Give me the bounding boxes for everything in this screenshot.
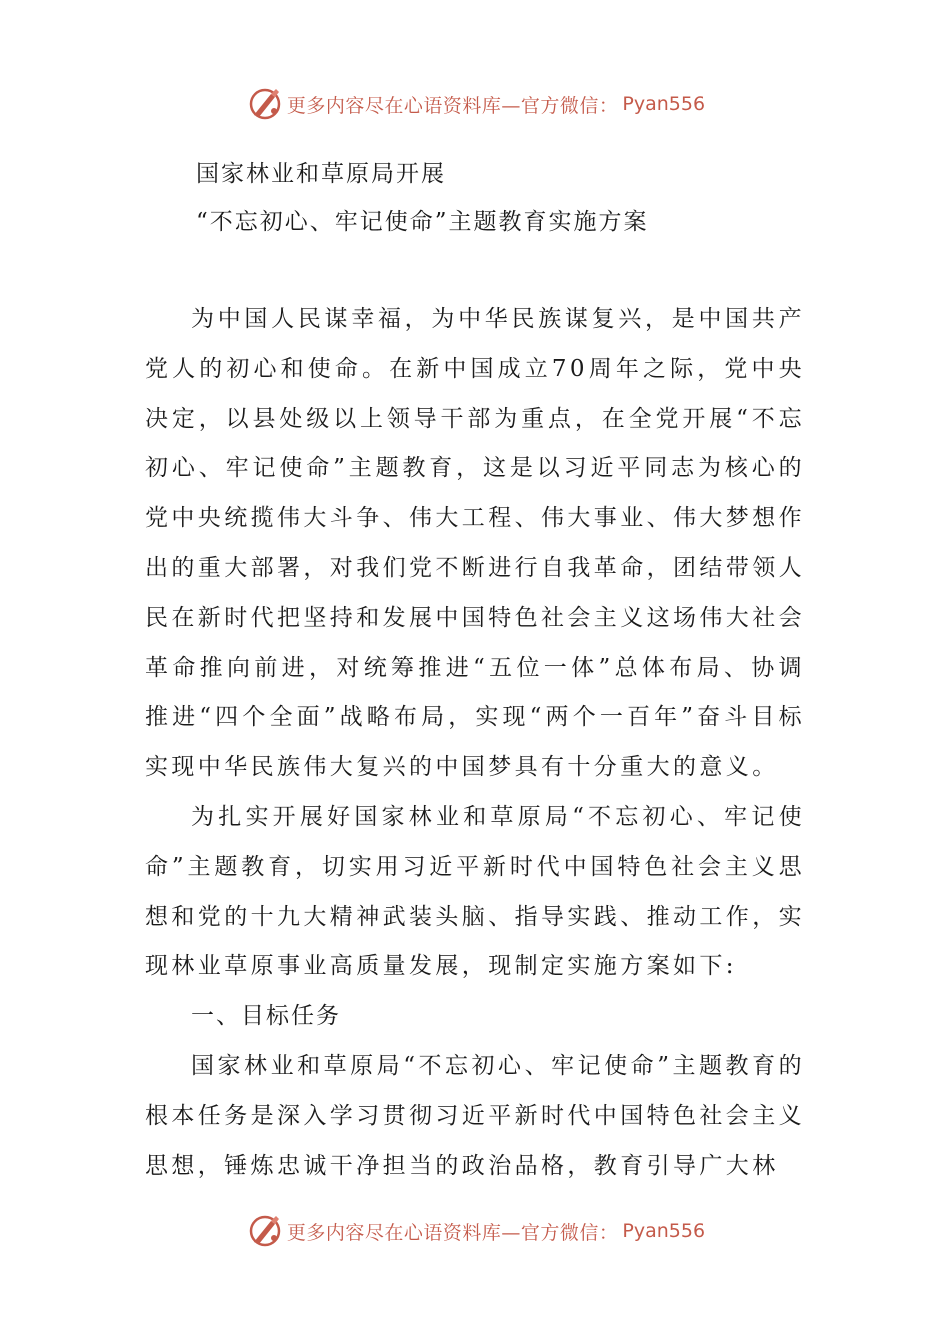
footer-banner [0,1209,950,1253]
banner-wechat-id: Pyan556 [622,93,706,115]
banner-text: 更多内容尽在心语资料库—官方微信： [286,1221,619,1244]
paragraph: 国家林业和草原局“不忘初心、牢记使命”主题教育的根本任务是深入学习贯彻习近平新时代中国特色社会主义思想，锤炼忠诚干净担当的政治品格，教育引导广大林 [145,1052,805,1179]
pen-logo-icon [245,1211,285,1251]
title-line-1: 国家林业和草原局开展 [196,161,446,187]
paragraph: 为中国人民谋幸福，为中华民族谋复兴，是中国共产党人的初心和使命。在新中国成立70周年之际，党中央决定，以县处级以上领导干部为重点，在全党开展“不忘初心、牢记使命”主题教育，这是以习近平同志为核心的党中央统揽伟大斗争、伟大工程、伟大事业、伟大梦想作出的重大部署，对我们党不断进行自我革命，团结带领人民在新时代把坚持和发展中国特色社会主义这场伟大社会革命推向前进，对统筹推进“五位一体”总体布局、协调推进“四个全面”战略布局，实现“两个一百年”奋斗目标实现中华民族伟大复兴的中国梦具有十分重大的意义。 [145,306,805,781]
section-heading: 一、目标任务 [191,1003,341,1030]
paragraph: 为扎实开展好国家林业和草原局“不忘初心、牢记使命”主题教育，切实用习近平新时代中国特色社会主义思想和党的十九大精神武装头脑、指导实践、推动工作，实现林业草原事业高质量发展，现制定实施方案如下: [145,803,805,980]
title-line-2: “不忘初心、牢记使命”主题教育实施方案 [196,209,649,235]
header-banner [0,82,950,126]
document-body [145,295,805,1191]
banner-wechat-id: Pyan556 [622,1220,706,1242]
pen-logo-icon [245,84,285,124]
banner-text: 更多内容尽在心语资料库—官方微信： [286,94,619,117]
document-title [196,150,649,246]
